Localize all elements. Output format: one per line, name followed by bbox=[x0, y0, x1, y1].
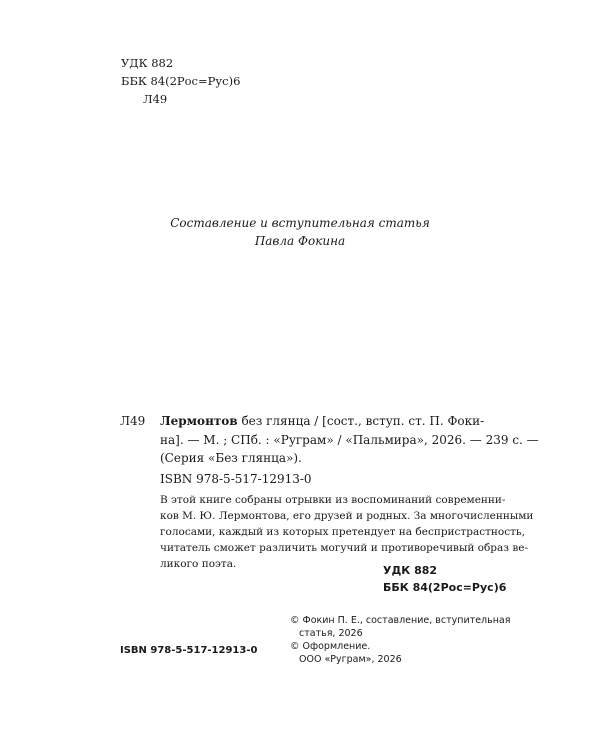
entry-line-2: на]. — М. ; СПб. : «Руграм» / «Пальмира», 2026. — 239 с. — bbox=[160, 432, 539, 447]
annotation-line: ков М. Ю. Лермонтова, его друзей и родных. За многочисленными bbox=[160, 510, 534, 522]
entry-author-code: Л49 bbox=[120, 414, 146, 428]
entry-line-1 bbox=[160, 412, 485, 431]
entry-line-1-rest: без глянца / [сост., вступ. ст. П. Фоки- bbox=[241, 414, 485, 428]
entry-isbn: ISBN 978-5-517-12913-0 bbox=[160, 471, 312, 486]
classification-block-top bbox=[121, 54, 240, 108]
catalog-entry bbox=[120, 412, 539, 488]
classification-block-bottom bbox=[383, 562, 506, 596]
credit-line-1: Составление и вступительная статья bbox=[170, 216, 430, 230]
copyright-block bbox=[290, 614, 511, 666]
bbk-code: ББК 84(2Рос=Рус)6 bbox=[121, 74, 241, 88]
credit-line-2: Павла Фокина bbox=[254, 234, 346, 248]
annotation-line: голосами, каждый из которых претендует на беспристрастность, bbox=[160, 526, 525, 538]
annotation-line: В этой книге собраны отрывки из воспоминаний современни- bbox=[160, 494, 506, 506]
entry-title: Лермонтов bbox=[160, 414, 238, 428]
annotation-line: ликого поэта. bbox=[160, 558, 237, 570]
udk-code-bottom: УДК 882 bbox=[383, 564, 438, 577]
annotation-line: читатель сможет различить могучий и противоречивый образ ве- bbox=[160, 542, 529, 554]
compiler-credit bbox=[0, 214, 600, 250]
annotation bbox=[160, 492, 534, 572]
udk-code: УДК 882 bbox=[121, 56, 174, 70]
entry-body bbox=[160, 412, 539, 488]
bbk-code-bottom: ББК 84(2Рос=Рус)6 bbox=[383, 581, 507, 594]
copyright-line-4: ООО «Руграм», 2026 bbox=[299, 654, 402, 665]
copyright-line-3: © Оформление. bbox=[290, 641, 371, 652]
copyright-line-1: © Фокин П. Е., составление, вступительная bbox=[290, 615, 511, 626]
isbn-bottom: ISBN 978-5-517-12913-0 bbox=[120, 645, 258, 656]
author-code: Л49 bbox=[143, 92, 168, 106]
entry-line-3: (Серия «Без глянца»). bbox=[160, 451, 302, 465]
copyright-line-2: статья, 2026 bbox=[299, 628, 363, 639]
